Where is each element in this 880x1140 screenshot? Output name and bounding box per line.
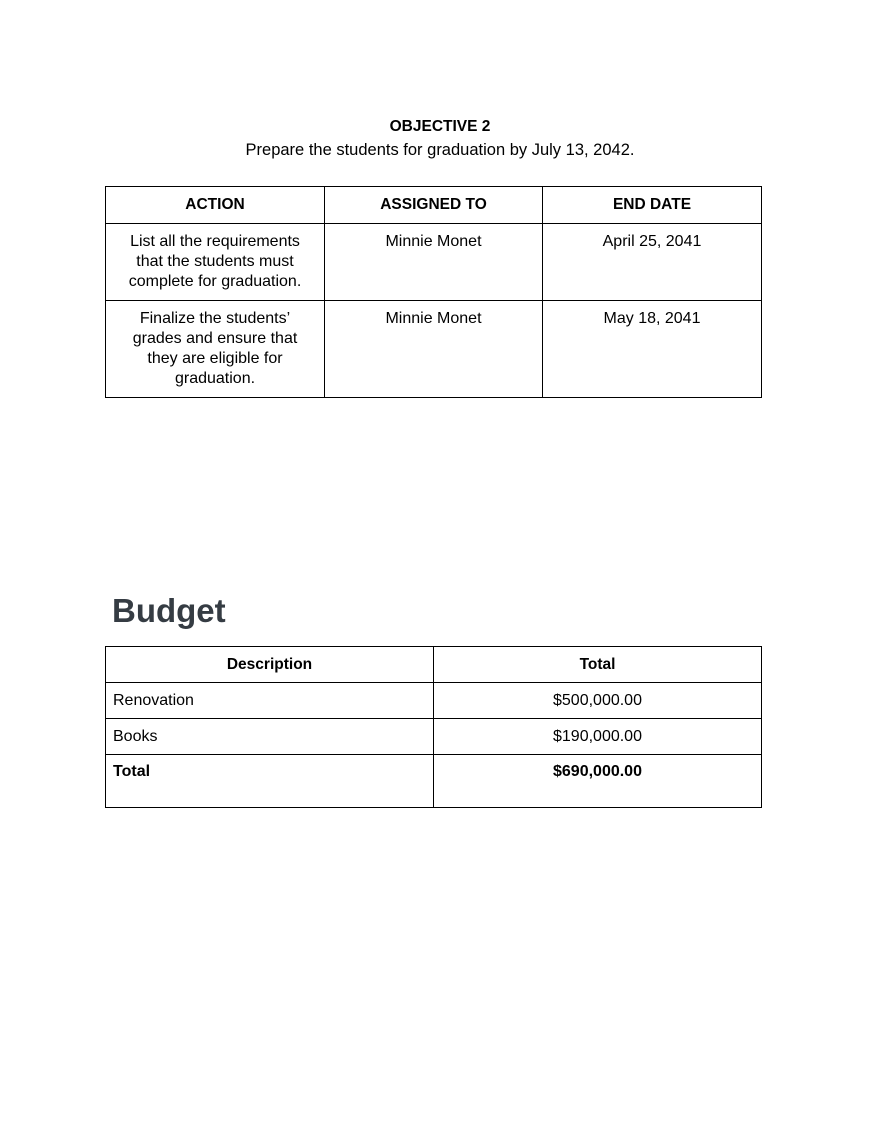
budget-table: [105, 646, 762, 808]
table-row: [106, 224, 762, 301]
action-cell: Finalize the students’ grades and ensure that they are eligible for graduation.: [106, 301, 325, 398]
description-header: Description: [106, 647, 434, 683]
action-cell: List all the requirements that the students must complete for graduation.: [106, 224, 325, 301]
total-label-cell: Total: [106, 755, 434, 808]
grand-total-cell: $690,000.00: [434, 755, 762, 808]
budget-total-row: [106, 755, 762, 808]
objective-description: Prepare the students for graduation by July 13, 2042.: [245, 141, 635, 159]
description-cell: Books: [106, 719, 434, 755]
total-header: Total: [434, 647, 762, 683]
budget-header-row: [106, 647, 762, 683]
table-row: [106, 683, 762, 719]
budget-heading: Budget: [112, 592, 226, 629]
end-date-header: END DATE: [543, 187, 762, 224]
end-date-cell: May 18, 2041: [543, 301, 762, 398]
assigned-to-header: ASSIGNED TO: [325, 187, 543, 224]
end-date-cell: April 25, 2041: [543, 224, 762, 301]
table-row: [106, 719, 762, 755]
action-table: [105, 186, 762, 398]
action-table-header-row: [106, 187, 762, 224]
action-header: ACTION: [106, 187, 325, 224]
total-cell: $500,000.00: [434, 683, 762, 719]
table-row: [106, 301, 762, 398]
assigned-to-cell: Minnie Monet: [325, 224, 543, 301]
description-cell: Renovation: [106, 683, 434, 719]
total-cell: $190,000.00: [434, 719, 762, 755]
objective-title: OBJECTIVE 2: [389, 118, 491, 135]
assigned-to-cell: Minnie Monet: [325, 301, 543, 398]
